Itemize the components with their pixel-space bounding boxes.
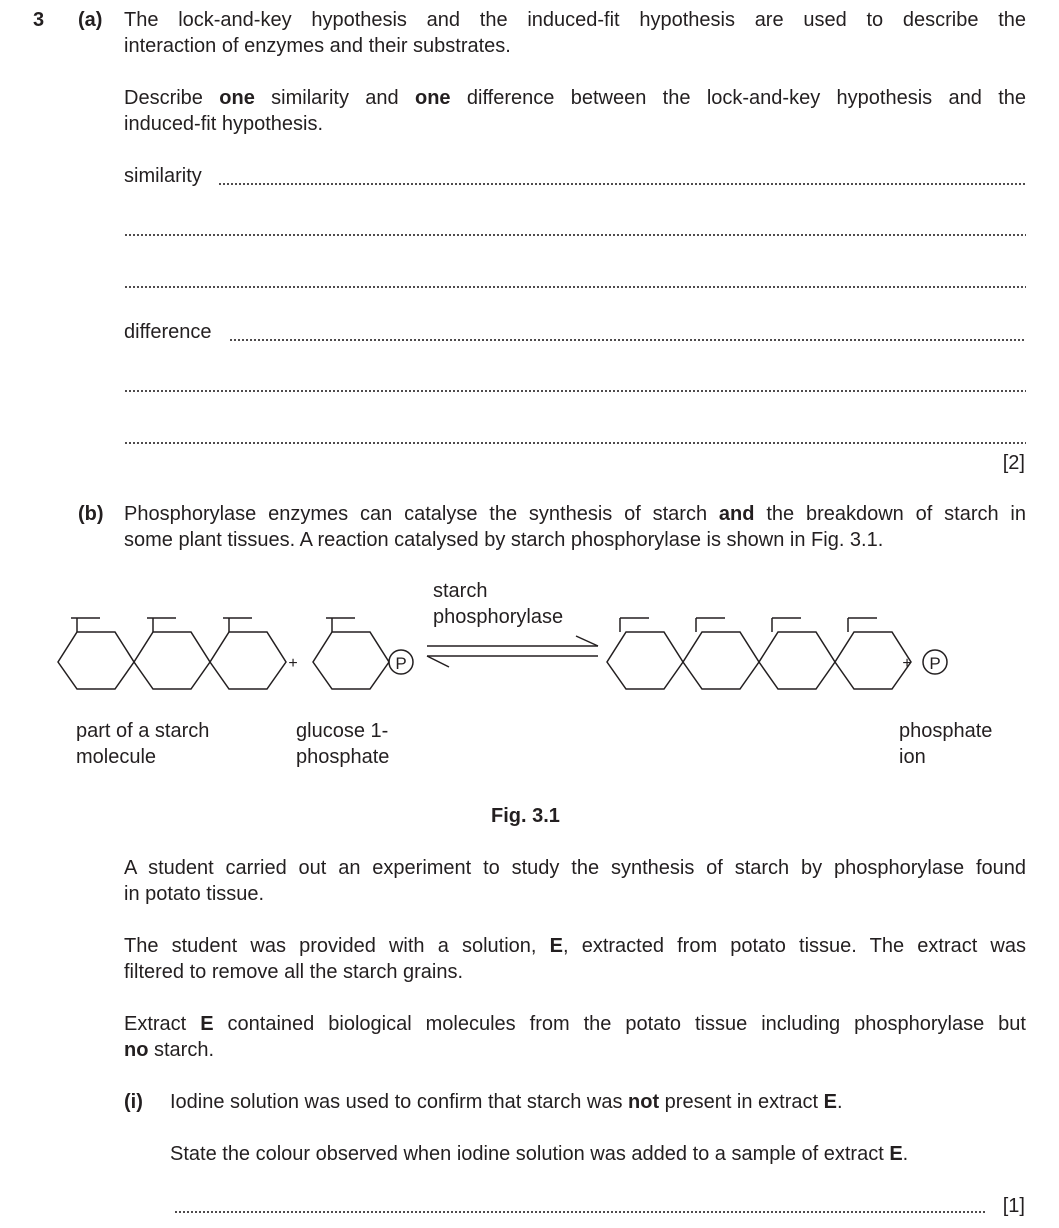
figure-3-1-diagram (0, 570, 1059, 710)
difference-label: difference (124, 321, 212, 343)
starch-label-line1: part of a starch (76, 720, 210, 742)
part-i-label: (i) (124, 1091, 143, 1113)
enzyme-label-line2: phosphorylase (433, 606, 564, 628)
starch-label-line2: molecule (76, 746, 157, 768)
part-i-marks: [1] (1002, 1195, 1025, 1217)
para1-line1: A student carried out an experiment to study the synthesis of starch by phosphorylase found (124, 857, 1026, 879)
para2-line2: filtered to remove all the starch grains. (124, 961, 464, 983)
part-a-marks: [2] (1002, 452, 1025, 474)
part-a-instruction: Describe one similarity and one difference between the lock-and-key hypothesis and the (124, 87, 1027, 109)
para3-line1: Extract E contained biological molecules from the potato tissue including phosphorylase but (124, 1013, 1026, 1035)
glucose-1-phosphate-ring (313, 618, 389, 689)
part-a-line1: The lock-and-key hypothesis and the induced-fit hypothesis are used to describe the (124, 9, 1026, 31)
part-i-question: Iodine solution was used to confirm that starch was not present in extract E. (170, 1091, 843, 1113)
para2-line1: The student was provided with a solution, E, extracted from potato tissue. The extract was (124, 935, 1026, 957)
part-a-label: (a) (78, 9, 103, 31)
reversible-reaction-arrows (427, 636, 598, 667)
part-b-intro-line2: some plant tissues. A reaction catalysed by starch phosphorylase is shown in Fig. 3.1. (124, 529, 884, 551)
similarity-answer-line-1[interactable] (218, 182, 1026, 186)
phosphate-label-line2: ion (899, 746, 926, 768)
para3-line2: no starch. (124, 1039, 215, 1061)
part-i-answer-line[interactable] (174, 1210, 986, 1214)
part-i-instruction: State the colour observed when iodine solution was added to a sample of extract E. (170, 1143, 909, 1165)
starch-fragment-3-rings (58, 618, 286, 689)
glucose-label-line2: phosphate (296, 746, 390, 768)
difference-answer-line-2[interactable] (124, 389, 1026, 393)
question-number: 3 (33, 9, 45, 31)
part-a-line2: interaction of enzymes and their substrates. (124, 35, 511, 57)
similarity-answer-line-3[interactable] (124, 285, 1026, 289)
part-a-instruction-line2: induced-fit hypothesis. (124, 113, 324, 135)
plus-sign: + (288, 655, 298, 672)
similarity-label: similarity (124, 165, 202, 187)
enzyme-label-line1: starch (433, 580, 488, 602)
similarity-answer-line-2[interactable] (124, 233, 1026, 237)
phosphate-label-line1: phosphate (899, 720, 993, 742)
plus-sign: + (902, 655, 912, 672)
figure-caption: Fig. 3.1 (491, 805, 560, 827)
difference-answer-line-3[interactable] (124, 441, 1026, 445)
glucose-label-line1: glucose 1- (296, 720, 389, 742)
phosphate-symbol: P (395, 654, 407, 673)
part-b-intro: Phosphorylase enzymes can catalyse the synthesis of starch and the breakdown of starch in (124, 503, 1026, 525)
para1-line2: in potato tissue. (124, 883, 265, 905)
starch-fragment-4-rings (607, 618, 911, 689)
difference-answer-line-1[interactable] (229, 338, 1026, 342)
part-b-label: (b) (78, 503, 104, 525)
phosphate-symbol: P (929, 654, 941, 673)
